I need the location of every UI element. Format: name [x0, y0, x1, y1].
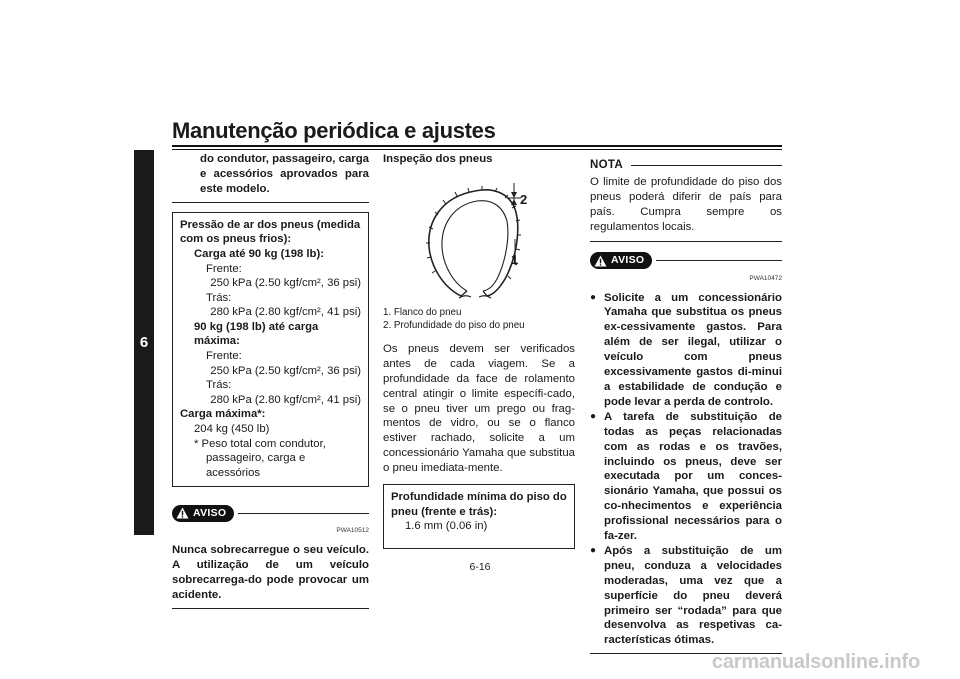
spec-maxload-label: Carga máxima*:: [180, 408, 266, 421]
watermark: carmanualsonline.info: [711, 651, 920, 673]
warning-end-rule: [172, 608, 369, 609]
spec-load-2: 90 kg (198 lb) até carga máxima:: [194, 320, 319, 348]
nota-header: [590, 157, 782, 173]
spec-rear-label-2: Trás:: [206, 379, 232, 392]
warning-triangle-icon: [594, 255, 607, 267]
warning-bullet-2: ● A tarefa de substituição de todas as peças relacionadas com as rodas e os travões, incluindo os pneus, deve ser executada por um conces-sionário Yamaha, que possui os co-nhecimentos e experiência profissional necessários para o fa-zer.: [590, 410, 782, 544]
legend-item-1: 1. Flanco do pneu: [383, 306, 462, 318]
spec-load-1: Carga até 90 kg (198 lb):: [194, 247, 324, 260]
warning-block-left: [172, 504, 369, 609]
column-left: [172, 152, 369, 609]
warning-bullet-1: ● Solicite a um concessionário Yamaha que substitua os pneus ex-cessivamente gastos. Para além de ser ilegal, utilizar o veículo com pneus excessivamente gastos di-minui a estabilidade de condução e pode levar a perda de controlo.: [590, 291, 782, 410]
spec-footnote-1: * Peso total com condutor,: [194, 437, 326, 450]
spec-maxload-value: 204 kg (450 lb): [194, 423, 270, 436]
spec-front-label-1: Frente:: [206, 262, 242, 275]
warning-badge-right: [590, 252, 652, 269]
page-title: Manutenção periódica e ajustes: [172, 118, 496, 143]
spec-front-value-2: 250 kPa (2.50 kgf/cm², 36 psi): [210, 364, 361, 377]
divider: [172, 202, 369, 203]
warning-label: AVISO: [193, 506, 227, 519]
warning-block-right: [590, 252, 782, 655]
tread-spec-heading: Profundidade mínima do piso do pneu (frente e trás):: [391, 491, 567, 518]
spec-rear-label-1: Trás:: [206, 291, 232, 304]
warning-rule: [238, 513, 369, 514]
warning-header-right: [590, 252, 782, 270]
title-rule: [172, 145, 782, 147]
page-number: 6-16: [469, 561, 491, 573]
tread-spec-value: 1.6 mm (0.06 in): [405, 520, 488, 533]
title-rule-thin: [172, 149, 782, 150]
warning-badge: [172, 505, 234, 522]
warning-text: Nunca sobrecarregue o seu veículo. A utilização de um veículo sobrecarrega-do pode provocar um acidente.: [172, 544, 369, 602]
inspection-body-text: Os pneus devem ser verificados antes de cada viagem. Se a profundidade da face de rolamento central atingir o limite específi-cado, se o pneu tiver um prego ou frag-mentos de vidro, ou se o flanco estiver rachado, solicite a um concessionário Yamaha que substitua o pneu imediata-mente.: [383, 342, 575, 475]
spec-rear-value-2: 280 kPa (2.80 kgf/cm², 41 psi): [210, 393, 361, 406]
tire-diagram: [383, 167, 575, 312]
diagram-label-1: 1: [511, 251, 519, 267]
spec-front-label-2: Frente:: [206, 350, 242, 363]
nota-end-rule: [590, 241, 782, 242]
column-middle: [383, 152, 575, 549]
warning-code: PWA10512: [336, 527, 369, 535]
intro-text: do condutor, passageiro, carga e acessórios aprovados para este modelo.: [200, 153, 370, 195]
legend-item-2: 2. Profundidade do piso do pneu: [383, 320, 525, 332]
warning-rule-right: [656, 260, 782, 261]
nota-rule: [631, 165, 782, 166]
spec-rear-value-1: 280 kPa (2.80 kgf/cm², 41 psi): [210, 306, 361, 319]
spec-front-value-1: 250 kPa (2.50 kgf/cm², 36 psi): [210, 277, 361, 290]
tire-pressure-spec-box: [172, 212, 369, 488]
warning-triangle-icon: [176, 507, 189, 519]
diagram-label-2: 2: [520, 191, 528, 207]
chapter-number: 6: [139, 334, 149, 351]
spec-footnote-2: passageiro, carga e acessórios: [206, 452, 306, 479]
nota-label: NOTA: [590, 158, 623, 171]
warning-header: [172, 504, 369, 522]
warning-bullet-3: ● Após a substituição de um pneu, conduza a velocidades moderadas, uma vez que a superfície do pneu deverá primeiro ser “rodada” para que desenvolva as respetivas ca-racterísticas ótimas.: [590, 544, 782, 648]
tread-depth-spec-box: [383, 484, 575, 549]
column-right: [590, 157, 782, 654]
spec-heading: Pressão de ar dos pneus (medida com os pneus frios):: [180, 218, 361, 246]
warning-code-right: PWA10472: [749, 274, 782, 282]
warning-label-right: AVISO: [611, 254, 645, 267]
warning-bullet-list: [590, 291, 782, 649]
nota-text: O limite de profundidade do piso dos pneus poderá diferir de país para país. Cumpra sempre os regulamentos locais.: [590, 176, 782, 233]
tire-cross-section-illustration: [383, 167, 575, 307]
section-heading: Inspeção dos pneus: [383, 153, 493, 165]
